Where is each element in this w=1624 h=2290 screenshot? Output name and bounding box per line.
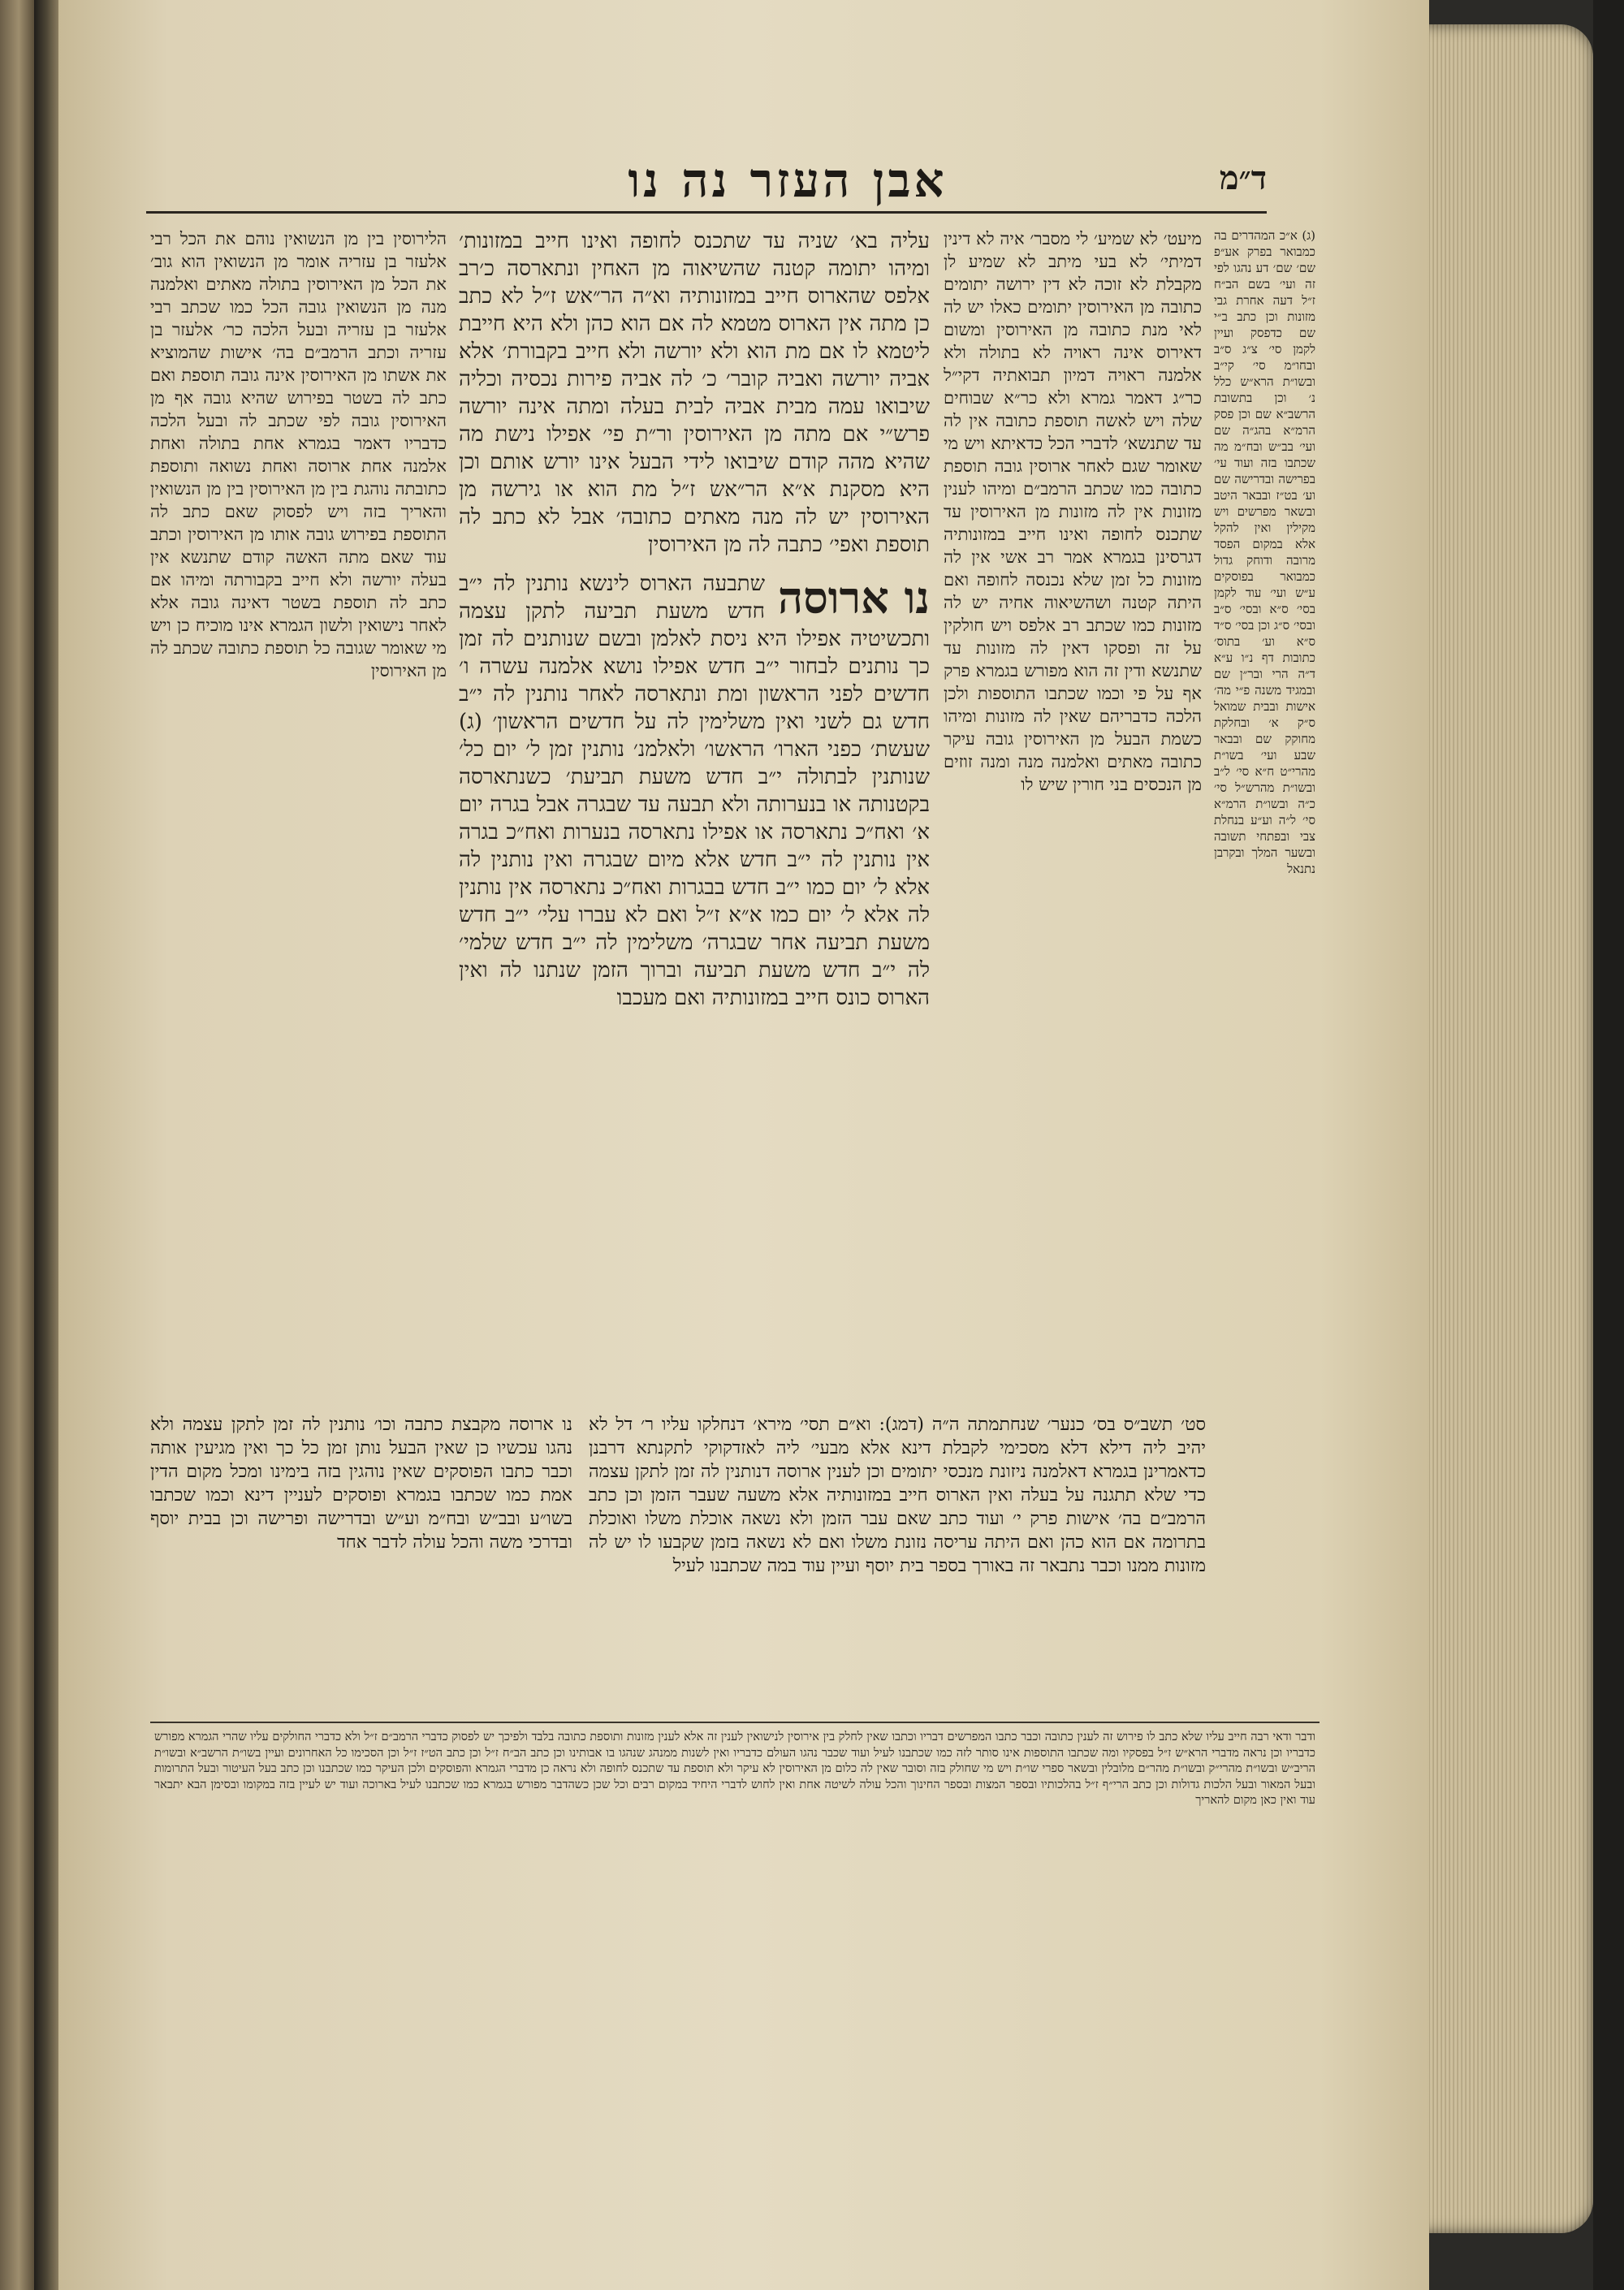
- page-title: אבן העזר נה נו: [628, 153, 948, 208]
- main-text-column: [459, 227, 930, 1397]
- page-header: [146, 146, 1267, 214]
- main-body-text: שתבעה הארוס לינשא נותנין לה י״ב חדש משעת תביעה לתקן עצמה ותכשיטיה אפילו היא ניסת לאלמן ובשם שנותנים לה זמן כך נותנים לבחור י״ב חדש אפילו נושא אלמנה עשרה ו׳ חדשים לפני הראשון ומת ונתארסה לאחר נותנין לה י״ב חדש גם לשני ואין משלימין לה על חדשים הראשון׳ (ג) שעשת׳ כפני הארו׳ הראשו׳ ולאלמנ׳ נותנין זמן ל׳ יום כל׳ שנותנין לבתולה י״ב חדש משעת תביעת׳ כשנתארסה בקטנותה או בנערותה ולא תבעה עד שבגרה אבל בגרה יום א׳ ואח״כ נתארסה או אפילו נתארסה בנערות ואח״כ בגרה אין נותנין לה י״ב חדש אלא מיום שבגרה ואין נותנין לה אלא ל׳ יום כמו י״ב חדש בבגרות ואח״כ נתארסה אין נותנין לה אלא ל׳ יום כמו א״א ז״ל ואם לא עברו עלי׳ י״ב חדש משעת תביעה אחר שבגרה׳ משלימין לה י״ב חדש שלמי׳ לה י״ב חדש משעת תביעה וברוך הזמן שנתנו לה ואין הארוס כונס חייב במזונותיה ואם מעכבו: [459, 572, 930, 1010]
- main-intro-text: עליה בא׳ שניה עד שתכנס לחופה ואינו חייב במזונות׳ ומיהו יתומה קטנה שהשיאוה מן האחין ונתארסה כ׳רב אלפס שהארוס חייב במזונותיה וא״ה הר״אש ז״ל לא כתב כן מתה אין הארוס מטמא לה אם הוא כהן ולא היא חייבת ליטמא לו אם מת הוא ולא יורשה ולא חייב בקבורת׳ אלא אביה יורשה ואביה קובר׳ כ׳ לה אביה פירות נכסיה וכליה שיבואו עמה מבית אביה לבית בעלה ומתה אינה יורשה פרש״י אם מתה מן האירוסין ור״ת פי׳ אפילו נישת מה שהיא מהה קודם שיבואו לידי הבעל אינו יורש אותם וכן היא מסקנת א״א הר״אש ז״ל מת הוא או גירשה מן האירוסין יש לה מנה מאתים כתובה׳ אבל לא כתב לה תוספת ואפי׳ כתבה לה מן האירוסין: [459, 229, 930, 557]
- margin-notes-column: (ג) א״כ המהדרים בה כמבואר בפרק אע״פ שם׳ שם׳ דע נהגו לפי זה ועי׳ בשם הב״ח ז״ל דעה אחרת גבי מזונות וכן כתב ב״י שם כדפסק ועיין לקמן סי׳ צ״ג ס״ב ובחו״מ סי׳ קי״ב ובשו״ת הרא״ש כלל נ׳ וכן בתשובת הרשב״א שם וכן פסק הרמ״א בהג״ה שם ועי׳ בב״ש ובח״מ מה שכתבו בזה ועוד עי׳ בפרישה ובדרישה שם וע׳ בט״ז ובבאר היטב ובשאר מפרשים ויש מקילין ואין להקל אלא במקום הפסד מרובה ודוחק גדול כמבואר בפוסקים ע״ש ועי׳ עוד לקמן בסי׳ ס״א ובסי׳ ס״ב ובסי׳ ס״ג וכן בסי׳ ס״ד ס״א וע׳ בתוס׳ כתובות דף נ״ו ע״א ד״ה הרי ובר״ן שם ובמגיד משנה פ״י מה׳ אישות ובבית שמואל ס״ק א׳ ובחלקת מחוקק שם ובבאר שבע ועי׳ בשו״ת מהרי״ט ח״א סי׳ ל״ב ובשו״ת מהרש״ל סי׳ כ״ה ובשו״ת הרמ״א סי׳ ל״ה וע״ע בנחלת צבי ובפתחי תשובה ובשער המלך ובקרבן נתנאל: [1214, 228, 1315, 876]
- right-commentary-column: מיעט׳ לא שמיע׳ לי מסבר׳ איה לא דינין דמיתי׳ לא בעי מיתב לא שמיע לן מקבלת לא זוכה לא דין ירושה יתומים כתובה מן האירוסין יתומים כאלו יש לה לאי מנת כתובה מן האירוסין ומשום דאירוס אינה ראויה לא בתולה ולא אלמנה ראויה דמיון תבואתיה דקי״ל כר״ג דאמר גמרא ולא כר״א שבוחים שלה ויש לאשה תוספת כתובה אין לה עד שתנשא׳ לדברי הכל כדאיתא ויש מי שאומר שגם לאחר ארוסין גובה תוספת כתובה כמו שכתב הרמב״ם ומיהו לענין מזונות אין לה מזונות מן האירוסין עד שתכנס לחופה ואינו חייב במזונותיה דגרסינן בגמרא אמר רב אשי אין לה מזונות כל זמן שלא נכנסה לחופה ואם היתה קטנה ושהשיאוה אחיה יש לה מזונות כמו שכתב רב אלפס ויש חולקין על זה ופסקו דאין לה מזונות עד שתנשא ודין זה הוא מפורש בגמרא פרק אף על פי וכמו שכתבו התוספות ולכן הלכה כדבריהם שאין לה מזונות ומיהו כשמת הבעל מן האירוסין גובה עיקר כתובה מאתים ואלמנה מנה ומנה זוזים מן הנכסים בני חורין שיש לו: [944, 229, 1202, 794]
- footnote-divider: [150, 1722, 1320, 1723]
- page-number: ד״מ: [1219, 159, 1267, 197]
- left-commentary-column: הלירוסין בין מן הנשואין נוהם את הכל רבי אלעזר בן עזריה אומר מן הנשואין הוא גוב׳ את הכל מן האירוסין בתולה מאתים ואלמנה מנה מן הנשואין גובה הכל כמו שכתב רבי אלעזר בן עזריה ובעל הלכה כר׳ אלעזר בן עזריה וכתב הרמב״ם בה׳ אישות שהמוציא את אשתו מן האירוסין אינה גובה תוספת ואם כתב לה בשטר בפירוש שהיא גובה אף מן האירוסין גובה לפי שכתב לה ובעל הלכה כדבריו דאמר בגמרא אחת בתולה ואחת אלמנה אחת ארוסה ואחת נשואה ותוספת כתובתה נוהגת בין מן האירוסין בין מן הנשואין והאריך בזה ויש לפסוק שאם כתב לה התוספת בפירוש גובה אותו מן האירוסין וכתב עוד שאם מתה האשה קודם שתנשא אין בעלה יורשה ולא חייב בקבורתה ומיהו אם כתב לה תוספת בשטר דאינה גובה אלא לאחר נישואין ולשון הגמרא אינו מוכיח כן ויש מי שאומר שגובה כל תוספת כתובה שכתב לה מן האירוסין: [150, 229, 447, 681]
- book-gutter: [34, 0, 58, 2290]
- lower-commentary-block: [150, 1413, 1206, 1754]
- footnotes-section: ודבר ודאי רבה חייב עליו שלא כתב לו פירוש זה לענין כתובה וכבר כתבו המפרשים דבריו וכתבו שאין לחלק בין אירוסין לנישואין לענין זה אלא לענין מזונות ותוספת כתובה בלבד ולפיכך יש לפסוק כדברי הרמב״ם ז״ל ולא כדברי החולקים עליו שהרי הגמרא מפורש כדבריו וכן נראה מדברי הרא״ש ז״ל בפסקיו ומה שכתבו התוספות אינו סותר לזה כמו שכתבנו לעיל ועוד שכבר נהגו העולם כדבריו ואין לשנות ממנהג שנהגו בו אבותינו וכן כתב הב״ח ז״ל וכן כתב הט״ז ז״ל וכן הסכימו כל האחרונים ועיין בשו״ת הרשב״א ובשו״ת הריב״ש ובשו״ת מהרי״ק ובשו״ת מהר״ם מלובלין ובשאר ספרי שו״ת ויש מי שחולק בזה וסובר שאין לה כלום מן האירוסין לא עיקר ולא תוספת עד שתכנס לחופה ולא נראה כן מדברי הגמרא והפוסקים ולכן העיקר כמו שכתבנו וכן כתב בעל העיטור ובעל התרומות ובעל המאור ובעל הלכות גדולות וכן כתב הרי״ף ז״ל בהלכותיו ובספר המצות ובספר החינוך והכל עולה לשיטה אחת ואין לחוש לדברי היחיד במקום רבים וכל שכן כשהדבר מפורש בגמרא כמו שכתבנו לעיל בארוכה ועוד יש לעיין בזה במקומו ובסימן הבא יתבאר עוד ואין כאן מקום להאריך: [154, 1730, 1315, 1807]
- section-headword: נו ארוסה: [778, 572, 930, 624]
- background-dark-edge: [1593, 0, 1624, 2290]
- lower-left-commentary: נו ארוסה מקבצת כתבה וכו׳ נותנין לה זמן לתקן עצמה ולא נהגו עכשיו כן שאין הבעל נותן זמן כל כך ואין מגיעין אותה וכבר כתבו הפוסקים שאין נוהגין בזה בימינו ומכל מקום הדין אמת כמו שכתבו בגמרא ופוסקים לעניין דינא וכמו שכתבו בשו״ע ובב״ש ובח״מ וע״ש ובדרישה ופרישה וכן בבית יוסף ובדרכי משה והכל עולה לדבר אחד: [150, 1415, 572, 1553]
- left-facing-page-edge: [0, 0, 34, 2290]
- lower-right-commentary: סט׳ תשב״ס בס׳ כנער׳ שנחתמתה ה״ה (דמג): וא״ם תסי׳ מירא׳ דנחלקו עליו ר׳ דל לא יהיב ליה דילא דלא מסכימי לקבלת דינא אלא מבעי׳ ליה לאזדקוקי לתקנתא דרבנן כדאמרינן בגמרא דאלמנה ניזונת מנכסי יתומים וכן לענין ארוסה דנותנין לה זמן לתקן עצמה כדי שלא תתגנה על בעלה ואין הארוס חייב במזונותיה אלא משעה שעבר הזמן וכן כתב הרמב״ם בה׳ אישות פרק י׳ ועוד כתב שאם עבר הזמן ולא נשאה אוכלת משלו ואוכלת בתרומה אם הוא כהן ואם היתה עריסה נזונת משלו ואם לא נשאה בזמן שקבעו לו יש לה מזונות ממנו וכבר נתבאר זה באורך בספר בית יוסף ועיין עוד במה שכתבנו לעיל: [589, 1415, 1206, 1576]
- main-body-block: [459, 570, 930, 1012]
